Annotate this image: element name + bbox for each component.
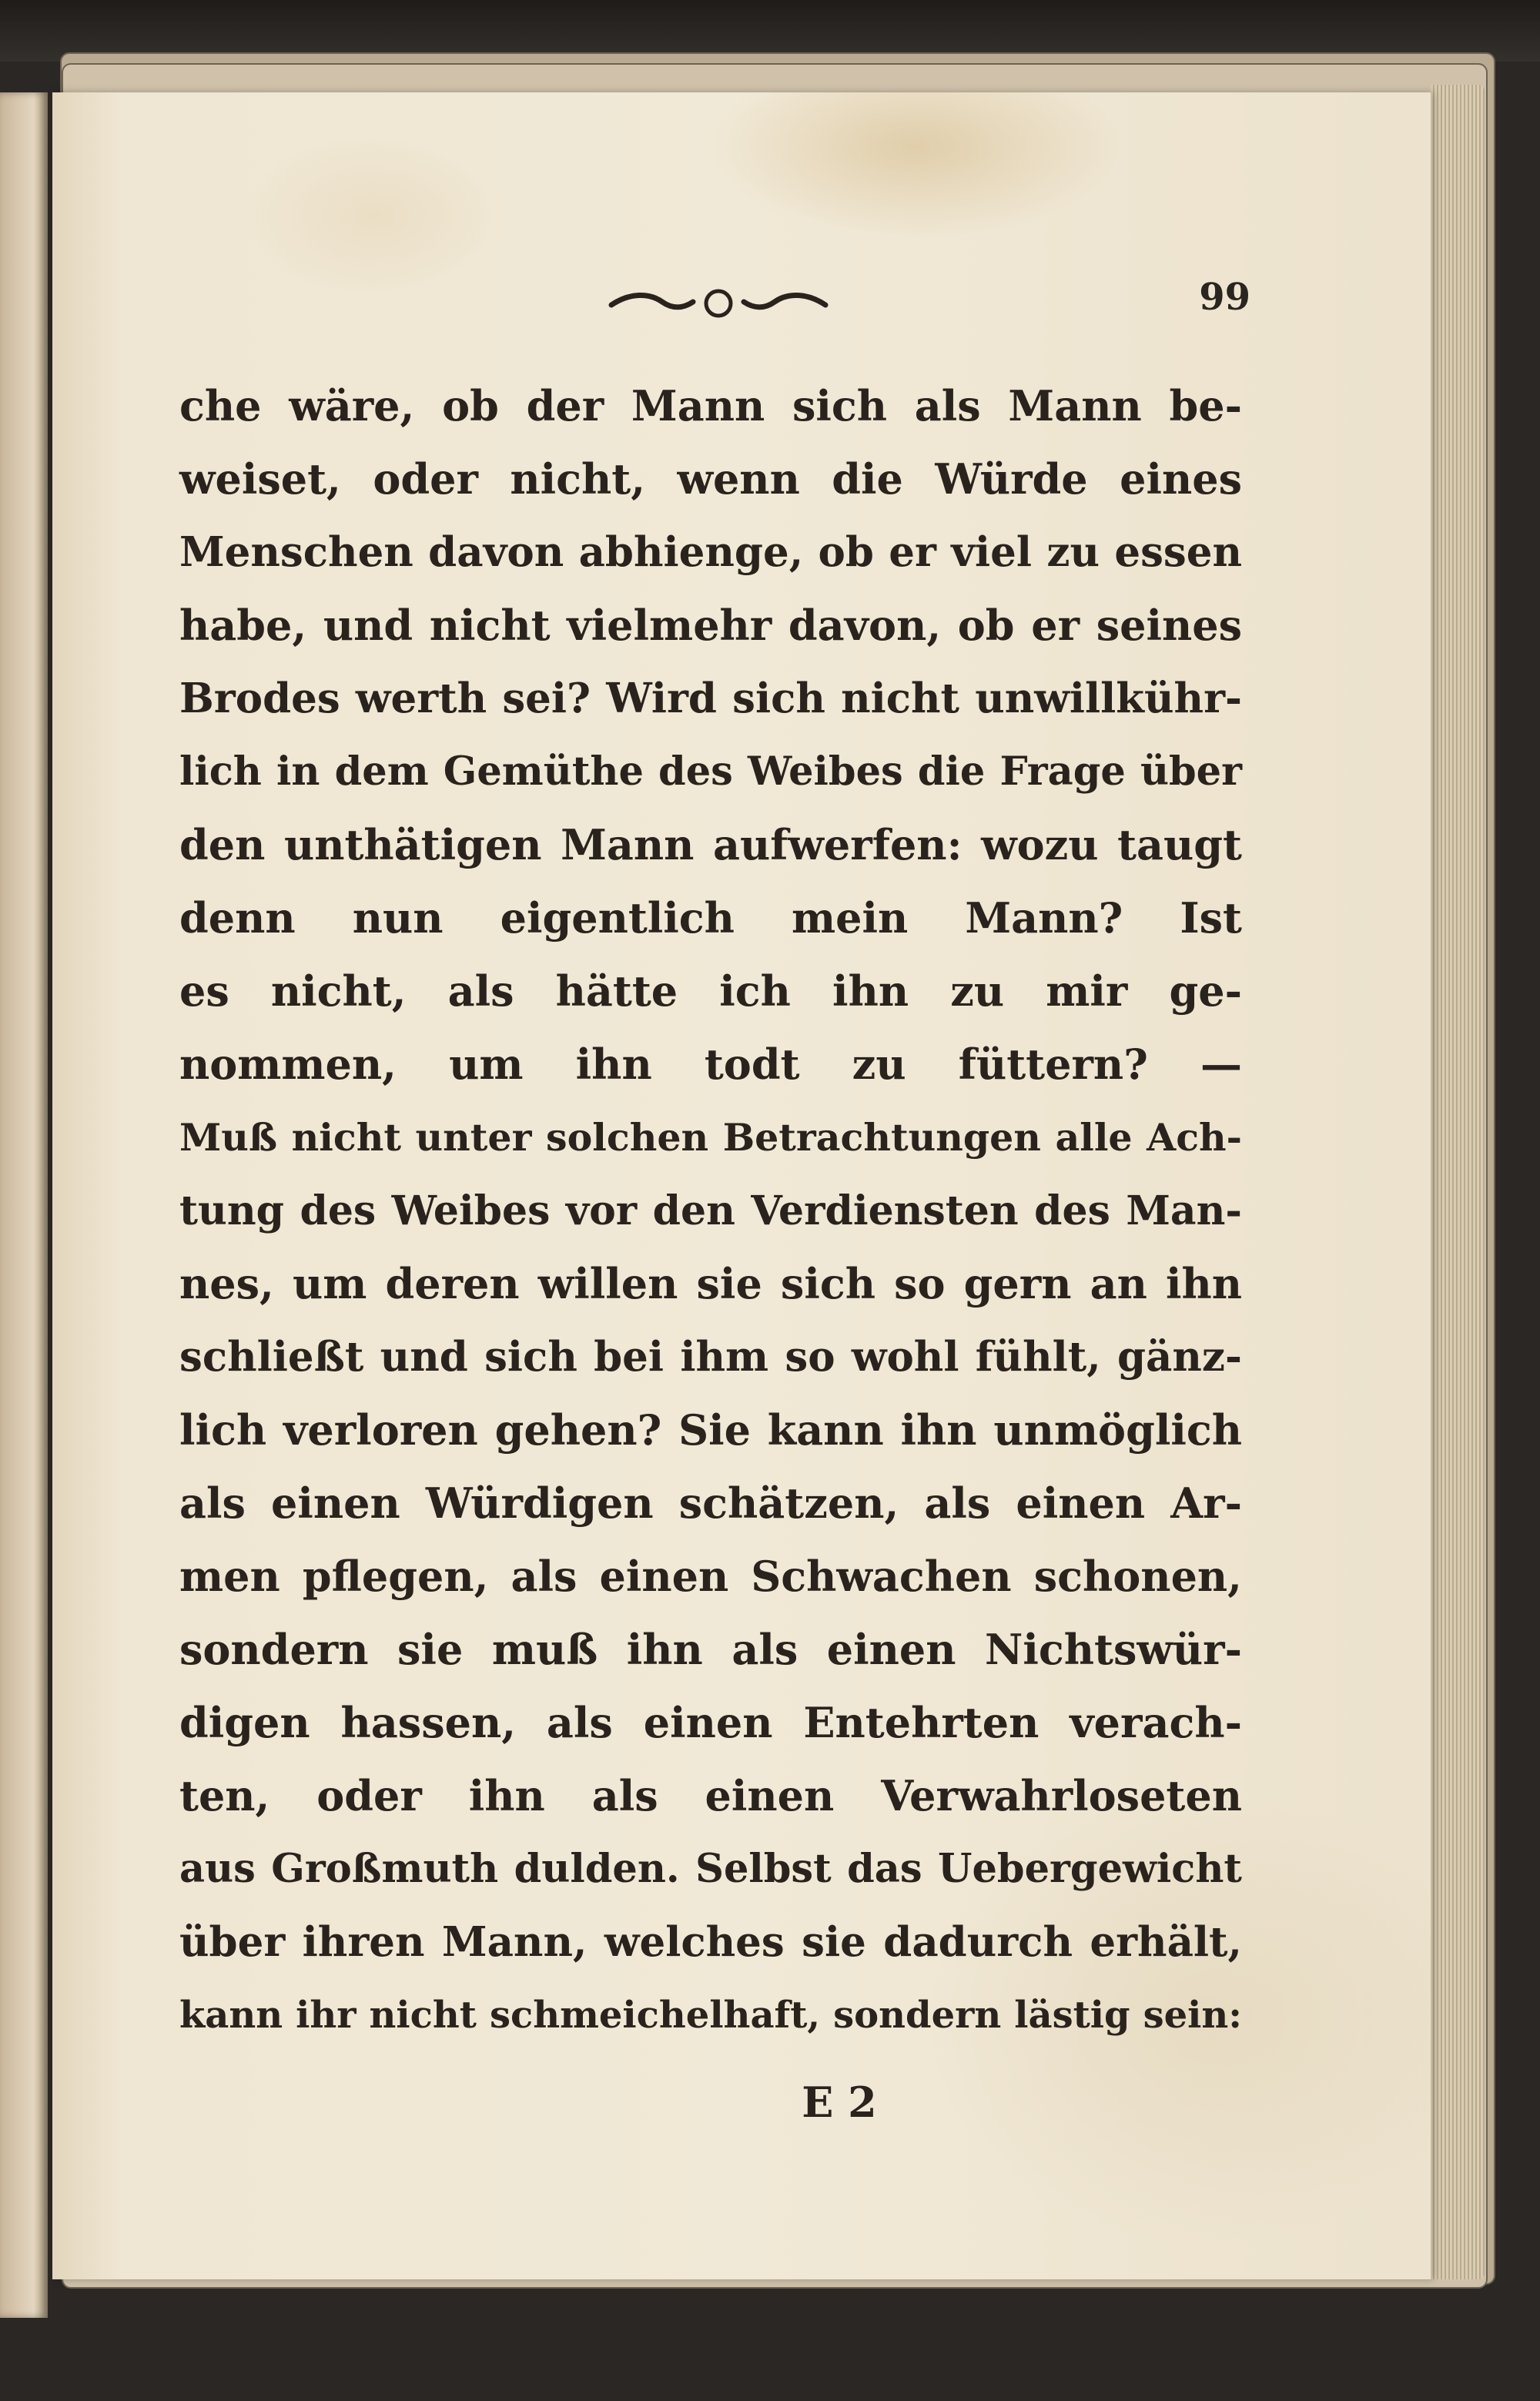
- text-line: als einen Würdigen schätzen, als einen Ar-: [179, 1478, 1242, 1528]
- text-line: es nicht, als hätte ich ihn zu mir ge-: [179, 966, 1242, 1016]
- text-line: che wäre, ob der Mann sich als Mann be-: [179, 381, 1242, 430]
- text-line: nommen, um ihn todt zu füttern? —: [179, 1040, 1242, 1089]
- text-line: tung des Weibes vor den Verdiensten des Man-: [179, 1187, 1242, 1234]
- text-line: Muß nicht unter solchen Betrachtungen alle Ach-: [179, 1115, 1242, 1160]
- text-line: habe, und nicht vielmehr davon, ob er seines: [179, 601, 1242, 650]
- text-line: Brodes werth sei? Wird sich nicht unwillkühr-: [179, 675, 1242, 722]
- text-line: Menschen davon abhienge, ob er viel zu essen: [179, 528, 1242, 576]
- text-line: kann ihr nicht schmeichelhaft, sondern lästig sein:: [179, 1994, 1242, 2037]
- background-top: [0, 0, 1540, 62]
- page-number: 99: [1199, 276, 1250, 319]
- text-line: digen hassen, als einen Entehrten verach-: [179, 1698, 1242, 1747]
- text-line: den unthätigen Mann aufwerfen: wozu taugt: [179, 820, 1242, 869]
- left-page-edge: [0, 92, 48, 2318]
- text-line: weiset, oder nicht, wenn die Würde eines: [179, 454, 1242, 504]
- body-text: [179, 370, 1242, 2052]
- text-line: aus Großmuth dulden. Selbst das Uebergewicht: [179, 1846, 1242, 1892]
- text-line: men pflegen, als einen Schwachen schonen,: [179, 1552, 1242, 1601]
- text-line: schließt und sich bei ihm so wohl fühlt, gänz-: [179, 1333, 1242, 1381]
- text-line: nes, um deren willen sie sich so gern an ihn: [179, 1259, 1242, 1308]
- header-ornament: [607, 279, 830, 325]
- page-header: [0, 276, 1540, 333]
- text-line: lich in dem Gemüthe des Weibes die Frage über: [179, 748, 1242, 795]
- text-line: über ihren Mann, welches sie dadurch erhält,: [179, 1918, 1242, 1966]
- signature-mark: E 2: [802, 2078, 877, 2127]
- text-line: lich verloren gehen? Sie kann ihn unmöglich: [179, 1405, 1242, 1455]
- text-line: ten, oder ihn als einen Verwahrloseten: [179, 1771, 1242, 1820]
- text-line: sondern sie muß ihn als einen Nichtswür-: [179, 1625, 1242, 1674]
- fore-edge: [1431, 85, 1485, 2279]
- text-line: denn nun eigentlich mein Mann? Ist: [179, 893, 1242, 943]
